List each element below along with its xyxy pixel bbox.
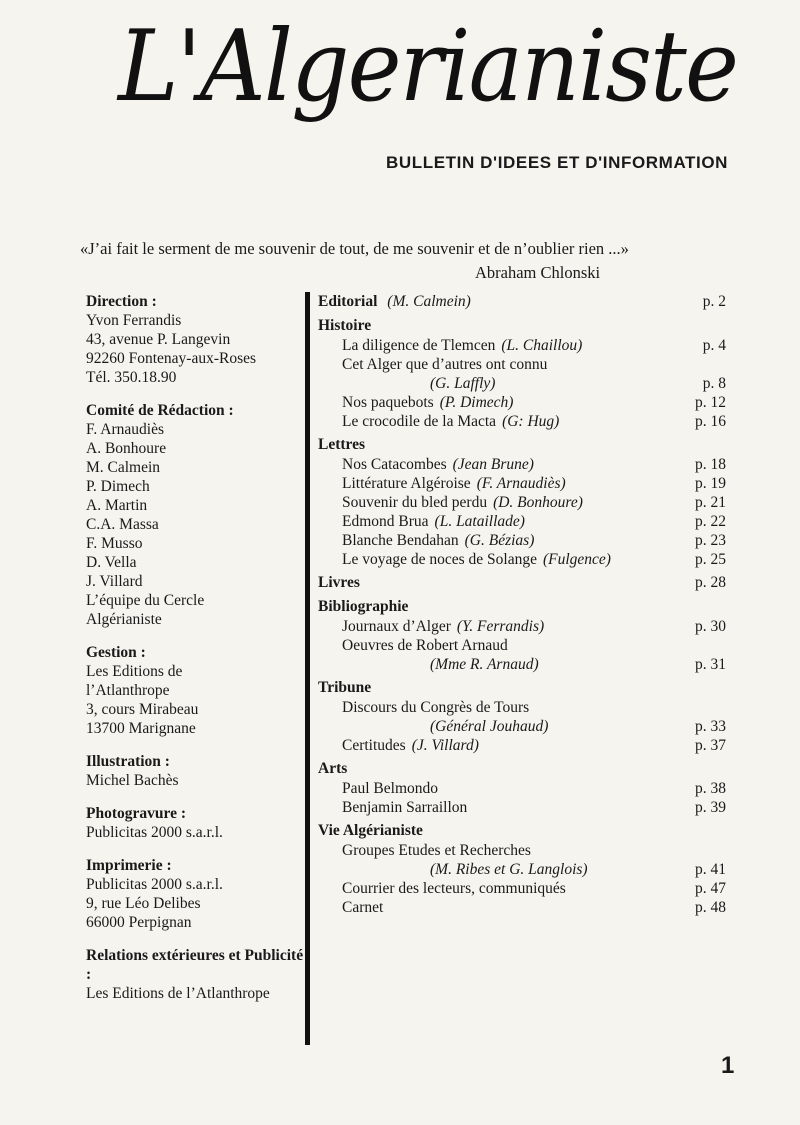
- credit-line: Tél. 350.18.90: [86, 369, 177, 386]
- toc-heading: Arts: [318, 760, 348, 777]
- toc-page: p. 21: [695, 494, 726, 511]
- toc-entry-author: (Jean Brune): [452, 456, 534, 473]
- credit-heading: Direction :: [86, 293, 157, 310]
- credit-heading: Illustration :: [86, 753, 170, 770]
- credit-heading: Comité de Rédaction :: [86, 402, 234, 419]
- toc-entry: [318, 798, 730, 817]
- toc-page: p. 19: [695, 475, 726, 492]
- toc-entry-title: Le crocodile de la Macta: [342, 413, 497, 430]
- credit-section: [86, 292, 311, 387]
- toc-entry-author: (G. Laffly): [430, 375, 496, 392]
- epigraph-author: Abraham Chlonski: [475, 263, 601, 282]
- toc-entry-author: (Fulgence): [542, 551, 611, 568]
- credit-line: L’équipe du Cercle: [86, 592, 205, 609]
- toc-heading: Editorial: [318, 293, 378, 310]
- credits-column: [86, 292, 311, 1017]
- toc-entry-title: La diligence de Tlemcen: [342, 337, 496, 354]
- toc-heading-row: [318, 292, 730, 312]
- toc-entries: [318, 455, 730, 569]
- toc-entry-author: (J. Villard): [411, 737, 479, 754]
- toc-page: p. 41: [695, 861, 726, 878]
- toc-entry-author: (Y. Ferrandis): [456, 618, 545, 635]
- toc-entry-title: Nos Catacombes: [342, 456, 447, 473]
- toc-author: (M. Calmein): [387, 293, 471, 310]
- toc-entry: [318, 898, 730, 917]
- toc-entry-title: Oeuvres de Robert Arnaud: [342, 637, 508, 654]
- credit-heading: Photogravure :: [86, 805, 187, 822]
- toc-page: p. 33: [695, 718, 726, 735]
- toc-entry: [318, 393, 730, 412]
- toc-entry: [318, 336, 730, 355]
- toc-entries: [318, 841, 730, 917]
- credit-line: J. Villard: [86, 573, 143, 590]
- toc-entry: [318, 550, 730, 569]
- toc-entry: [318, 655, 730, 674]
- toc-section-tribune: [318, 678, 730, 755]
- toc-entry-title: Groupes Etudes et Recherches: [342, 842, 531, 859]
- toc-heading: Histoire: [318, 317, 372, 334]
- toc-section-arts: [318, 759, 730, 817]
- toc-page: p. 30: [695, 618, 726, 635]
- credit-line: l’Atlanthrope: [86, 682, 170, 699]
- toc-page: p. 39: [695, 799, 726, 816]
- page-number: 1: [721, 1052, 735, 1079]
- toc-section-lettres: [318, 435, 730, 569]
- masthead: [0, 0, 800, 210]
- masthead-subtitle: BULLETIN D'IDEES ET D'INFORMATION: [386, 153, 729, 172]
- toc-entry: [318, 879, 730, 898]
- credit-section: [86, 856, 311, 932]
- toc-heading-row: [318, 821, 730, 841]
- credit-section: [86, 946, 311, 1003]
- credit-line: A. Martin: [86, 497, 148, 514]
- toc-section-bibliographie: [318, 597, 730, 674]
- toc-entry: [318, 531, 730, 550]
- toc-entry: [318, 355, 730, 374]
- toc-entry-author: (P. Dimech): [439, 394, 514, 411]
- toc-entry-title: Blanche Bendahan: [342, 532, 459, 549]
- toc-entry: [318, 617, 730, 636]
- toc-entry-title: Le voyage de noces de Solange: [342, 551, 537, 568]
- table-of-contents: [318, 292, 730, 921]
- credit-line: 9, rue Léo Delibes: [86, 895, 201, 912]
- toc-page: p. 48: [695, 899, 726, 916]
- toc-entry: [318, 779, 730, 798]
- credit-line: Les Editions de l’Atlanthrope: [86, 985, 270, 1002]
- toc-heading: Tribune: [318, 679, 372, 696]
- toc-page: p. 8: [702, 375, 726, 392]
- credit-line: 13700 Marignane: [86, 720, 196, 737]
- toc-heading-row: [318, 316, 730, 336]
- toc-entries: [318, 617, 730, 674]
- credit-section: [86, 643, 311, 738]
- toc-heading-row: [318, 759, 730, 779]
- toc-entry-title: Discours du Congrès de Tours: [342, 699, 530, 716]
- toc-entry: [318, 736, 730, 755]
- credit-line: Michel Bachès: [86, 772, 179, 789]
- epigraph-quote: «J’ai fait le serment de me souvenir de tout, de me souvenir et de n’oublier rien ...»: [80, 239, 629, 258]
- toc-entry-title: Edmond Brua: [342, 513, 429, 530]
- toc-section-histoire: [318, 316, 730, 431]
- toc-page: p. 18: [695, 456, 726, 473]
- toc-entry-title: Journaux d’Alger: [342, 618, 451, 635]
- toc-entries: [318, 779, 730, 817]
- toc-entry: [318, 474, 730, 493]
- toc-heading-row: [318, 573, 730, 593]
- toc-section-livres: [318, 573, 730, 593]
- toc-entry-author: (L. Chaillou): [501, 337, 583, 354]
- credit-line: F. Musso: [86, 535, 143, 552]
- toc-entry-title: Benjamin Sarraillon: [342, 799, 468, 816]
- credit-line: 43, avenue P. Langevin: [86, 331, 231, 348]
- credit-line: 3, cours Mirabeau: [86, 701, 199, 718]
- toc-entry: [318, 412, 730, 431]
- toc-entry: [318, 455, 730, 474]
- toc-entry: [318, 512, 730, 531]
- credit-section: [86, 752, 311, 790]
- toc-entry-author: (Mme R. Arnaud): [430, 656, 539, 673]
- credit-line: F. Arnaudiès: [86, 421, 164, 438]
- toc-entry: [318, 493, 730, 512]
- toc-entry-author: (Général Jouhaud): [430, 718, 549, 735]
- credit-line: M. Calmein: [86, 459, 161, 476]
- toc-entry-author: (D. Bonhoure): [493, 494, 583, 511]
- toc-page: p. 22: [695, 513, 726, 530]
- toc-section-editorial: [318, 292, 730, 312]
- toc-entries: [318, 336, 730, 431]
- credit-line: 92260 Fontenay-aux-Roses: [86, 350, 257, 367]
- toc-page: p. 16: [695, 413, 726, 430]
- toc-page: p. 2: [702, 293, 726, 310]
- toc-heading-row: [318, 597, 730, 617]
- toc-entry-author: (L. Lataillade): [434, 513, 525, 530]
- toc-entries: [318, 698, 730, 755]
- toc-entry-author: (G. Bézias): [464, 532, 535, 549]
- toc-entry-author: (F. Arnaudiès): [476, 475, 566, 492]
- credit-line: C.A. Massa: [86, 516, 159, 533]
- toc-entry: [318, 698, 730, 717]
- toc-page: p. 4: [702, 337, 726, 354]
- masthead-title: L'Algerianiste: [118, 10, 738, 124]
- toc-page: p. 28: [695, 574, 726, 591]
- credit-heading: Gestion :: [86, 644, 146, 661]
- credit-line: Algérianiste: [86, 611, 162, 628]
- credit-line: Les Editions de: [86, 663, 183, 680]
- toc-page: p. 12: [695, 394, 726, 411]
- toc-section-vie-algerianiste: [318, 821, 730, 917]
- credit-line: Yvon Ferrandis: [86, 312, 182, 329]
- credit-heading: Relations extérieures et Publicité :: [86, 947, 304, 983]
- credit-section: [86, 401, 311, 629]
- toc-entry-title: Certitudes: [342, 737, 406, 754]
- credit-line: D. Vella: [86, 554, 137, 571]
- toc-entry: [318, 717, 730, 736]
- toc-entry: [318, 860, 730, 879]
- toc-page: p. 37: [695, 737, 726, 754]
- credit-line: Publicitas 2000 s.a.r.l.: [86, 824, 223, 841]
- column-divider: [305, 292, 310, 1045]
- toc-page: p. 25: [695, 551, 726, 568]
- toc-entry-title: Courrier des lecteurs, communiqués: [342, 880, 566, 897]
- toc-heading-row: [318, 678, 730, 698]
- toc-entry-author: (G: Hug): [502, 413, 560, 430]
- toc-entry-title: Nos paquebots: [342, 394, 434, 411]
- toc-entry: [318, 841, 730, 860]
- toc-page: p. 47: [695, 880, 726, 897]
- toc-heading: Livres: [318, 574, 360, 591]
- credit-section: [86, 804, 311, 842]
- toc-heading: Lettres: [318, 436, 366, 453]
- toc-entry-title: Paul Belmondo: [342, 780, 439, 797]
- toc-entry-title: Souvenir du bled perdu: [342, 494, 488, 511]
- toc-entry-title: Carnet: [342, 899, 384, 916]
- toc-entry-author: (M. Ribes et G. Langlois): [430, 861, 588, 878]
- credit-line: Publicitas 2000 s.a.r.l.: [86, 876, 223, 893]
- toc-entry: [318, 636, 730, 655]
- credit-line: P. Dimech: [86, 478, 150, 495]
- credit-line: 66000 Perpignan: [86, 914, 192, 931]
- credit-heading: Imprimerie :: [86, 857, 172, 874]
- toc-entry: [318, 374, 730, 393]
- toc-page: p. 38: [695, 780, 726, 797]
- credit-line: A. Bonhoure: [86, 440, 167, 457]
- toc-page: p. 23: [695, 532, 726, 549]
- toc-heading-row: [318, 435, 730, 455]
- toc-entry-title: Littérature Algéroise: [342, 475, 471, 492]
- toc-heading: Bibliographie: [318, 598, 409, 615]
- toc-entry-title: Cet Alger que d’autres ont connu: [342, 356, 548, 373]
- toc-page: p. 31: [695, 656, 726, 673]
- toc-heading: Vie Algérianiste: [318, 822, 423, 839]
